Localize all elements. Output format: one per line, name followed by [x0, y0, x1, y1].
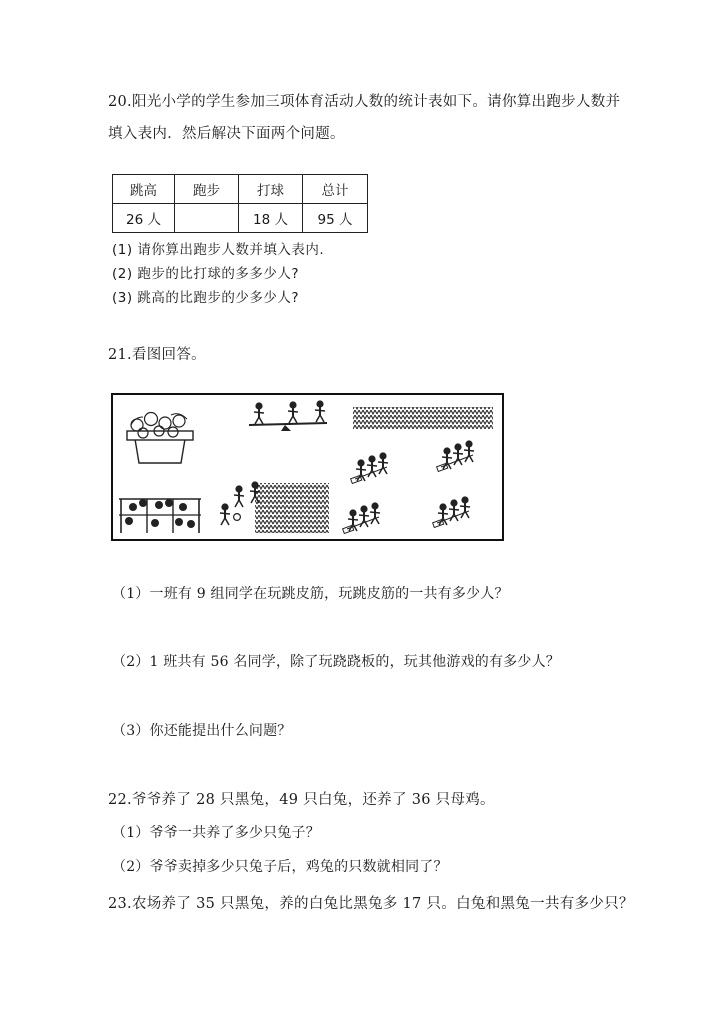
q22-sub-2: （2）爷爷卖掉多少只兔子后，鸡兔的只数就相同了？ — [112, 859, 448, 875]
value-cell: 18 人 — [239, 204, 303, 233]
q21-sub-3: （3）你还能提出什么问题？ — [112, 723, 292, 739]
jump-rope-group — [351, 452, 388, 483]
q20-line2: 填入表内．然后解决下面两个问题。 — [108, 126, 345, 142]
q23-title: 23.农场养了 35 只黑兔，养的白兔比黑兔多 17 只。白兔和黑兔一共有多少只？ — [108, 896, 634, 912]
table-value-row — [113, 204, 368, 233]
jump-rope-group — [437, 440, 474, 471]
q20-sub-2: (2) 跑步的比打球的多多少人? — [112, 266, 300, 282]
zigzag-area-middle — [255, 483, 329, 533]
jump-rope-group — [433, 496, 470, 527]
q21-title: 21.看图回答。 — [108, 347, 206, 363]
jump-rope-group — [343, 502, 380, 533]
header-cell: 跳高 — [113, 175, 175, 204]
header-cell: 打球 — [239, 175, 303, 204]
q22-title: 22.爷爷养了 28 只黑兔，49 只白兔，还养了 36 只母鸡。 — [108, 792, 495, 808]
seesaw-drawing — [249, 400, 327, 431]
q21-sub-2: （2）1 班共有 56 名同学，除了玩跷跷板的，玩其他游戏的有多少人？ — [112, 654, 560, 670]
q20-sub-3: (3) 跳高的比跑步的少多少人? — [112, 290, 300, 306]
header-cell: 总计 — [303, 175, 368, 204]
value-cell: 26 人 — [113, 204, 175, 233]
value-cell-blank[interactable] — [175, 204, 239, 233]
zigzag-area-top — [353, 407, 493, 429]
value-cell: 95 人 — [303, 204, 368, 233]
table-header-row — [113, 175, 368, 204]
football-players-drawing — [220, 481, 260, 525]
q22-sub-1: （1）爷爷一共养了多少只兔子？ — [112, 825, 320, 841]
q20-line1: 20.阳光小学的学生参加三项体育活动人数的统计表如下。请你算出跑步人数并 — [108, 94, 621, 110]
q20-sub-1: (1) 请你算出跑步人数并填入表内. — [112, 242, 325, 258]
stats-table — [112, 174, 368, 233]
q21-sub-1: （1）一班有 9 组同学在玩跳皮筋，玩跳皮筋的一共有多少人？ — [112, 586, 509, 602]
climbing-frame-drawing — [119, 499, 201, 533]
flower-pot-drawing — [127, 413, 193, 464]
header-cell: 跑步 — [175, 175, 239, 204]
playground-illustration — [111, 393, 504, 541]
